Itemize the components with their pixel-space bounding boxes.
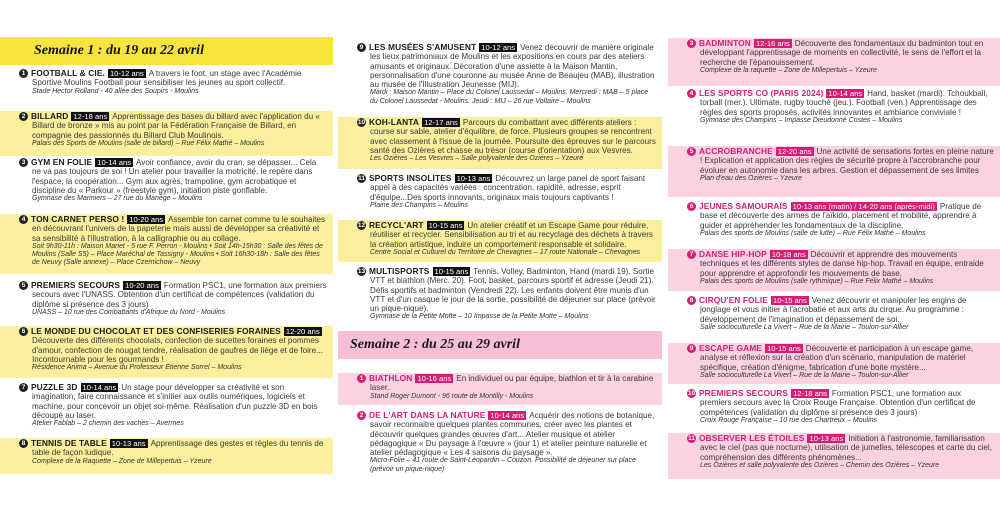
activity-title: BIATHLON [369, 373, 413, 383]
activity-place: Salle socioculturelle La Vivert – Rue de la Mairie – Toulon-sur-Allier [700, 371, 909, 379]
activity-place: Plaine des Champins – Moulins [370, 201, 469, 209]
activity-place: Les Ozières et salle polyvalente des Ozières – Chemin des Ozières – Yzeure [700, 461, 940, 469]
activity-title: PREMIERS SECOURS [31, 280, 121, 290]
activity-gym[interactable] [0, 157, 333, 210]
age-badge: 12-20 ans [777, 147, 812, 156]
age-badge: 10-13 ans [111, 439, 146, 448]
activity-sports-insolites[interactable] [338, 173, 662, 214]
age-badge: 10-20 ans [125, 281, 159, 290]
activity-accrobranche[interactable] [668, 146, 1000, 197]
age-badge: 10-14 ans [828, 89, 863, 98]
activity-premiers-secours[interactable] [0, 280, 333, 320]
activity-place: Salle socioculturelle La Vivert – Rue de la Mairie – Toulon-sur-Allier [700, 323, 909, 331]
activity-place: Plan d'eau des Ozières – Yzeure [700, 174, 802, 182]
activity-title: SPORTS INSOLITES [369, 173, 452, 183]
activity-title: OBSERVER LES ÉTOILES [699, 433, 805, 443]
activity-desc: Découvrir et apprendre des mouvements techniques et les différents styles de danse hip-hop. Travail en équipe, entraide pour apprendre et approfondir les mouvements de base. [700, 250, 984, 278]
column-middle [338, 0, 662, 517]
activity-title: DANSE HIP-HOP [699, 249, 767, 259]
activity-football[interactable] [0, 68, 333, 99]
activity-desc: Découverte des différents chocolats, confection de sucettes foraines et pommes d'amour, confection de nougat tendre, réalisation de gaufres de liège et de foire... Incontournable pour les gourmands ! [32, 336, 323, 364]
age-badge: 12-20 ans [285, 327, 320, 336]
activity-desc: Venez découvrir et manipuler les engins de jonglage et vous initier à l'acrobatie et aux arts du cirque. Au programme : développement de l'imagination et dépassement de soi. [700, 296, 967, 324]
activity-desc: Initiation à l'astronomie, familiarisation avec le ciel (pas que nocturne), utilisation de jumelles, télescopes et carte du ciel, compréhension des différents phénomènes... [700, 434, 992, 462]
activity-number: 3 [19, 158, 28, 167]
activity-place: Micro-Folie – 41 route de Saint-Léopardin – Couzon. Possibilité de déjeuner sur place (prévoir un pique-nique) [370, 457, 636, 473]
activity-number: 1 [19, 69, 28, 78]
activity-etoiles[interactable] [668, 433, 1000, 479]
activity-number: 13 [357, 268, 366, 275]
activity-title: BILLARD [31, 111, 69, 121]
activity-sports-co[interactable] [668, 88, 1000, 140]
activity-hip-hop[interactable] [668, 249, 1000, 291]
age-badge: 10-13 ans [456, 174, 491, 183]
age-badge: 10-13 ans [809, 434, 844, 443]
activity-place: Soit 9h30-11h : Maison Mariet - 5 rue F. Perron - Moulins • Soit 14h-15h30 : Salle des fêtes de Moulins (Salle S5) – Place Maréchal de Tassigny - Moulins • Soit 16h30-18h : Salle des fêtes de Neuvy (Salle annexe) – Place Czernichow – Neuvy [32, 242, 323, 267]
activity-number: 6 [19, 327, 28, 336]
activity-desc: Avoir confiance, avoir du cran, se dépasser... Cela ne va pas toujours de soi ! Un atelier pour travailler la motricité, le repère dans l'espace, la coopération... Gym aux agrès, trampoline, gym acrobatique et discipline du « Parkour » (freestyle gym), initiation piste gonflable. [32, 158, 317, 195]
age-badge: 10-15 ans [428, 221, 463, 230]
activity-title: JEUNES SAMOURAÏS [699, 201, 788, 211]
activity-title: RECYCL'ART [369, 220, 424, 230]
activity-place: Palais des sports de Moulins (salle rythmique) – Rue Félix Mathé – Moulins [700, 277, 934, 285]
activity-place: Stand Roger Dumont - 96 route de Montilly - Moulins [370, 392, 534, 400]
activity-multisports[interactable] [338, 266, 662, 326]
activity-desc: Une activité de sensations fortes en pleine nature ! Explication et application des règles de sécurité propre à l'accrobranche pour évoluer en autonomie dans les arbres. Gestion et dépassement de ses limites [700, 147, 994, 175]
age-badge: 12-17 ans [424, 118, 458, 127]
activity-place: Palais des sports de Moulins (salle de lutte) – Rue Félix Mathé – Moulins [700, 229, 926, 237]
activity-badminton[interactable] [668, 38, 1000, 86]
column-week2 [668, 0, 1000, 517]
activity-place: Atelier Fablab – 2 chemin des vaches – Avermes [32, 420, 184, 428]
activity-desc: Formation PSC1, une formation aux premiers secours avec la Croix Rouge Française. Obtention d'un certificat de compétences (validation du diplôme si présence des 3 jours) [700, 389, 976, 417]
activity-desc: Acquérir des notions de botanique, savoir reconnaitre quelques plantes communes, créer avec les plantes et découvrir quelques grandes œuvres d'art... Atelier musique et atelier pédagogique « Du paysage à l'œuvre » (jour 1) et atelier peinture naturelle et atelier pédagogique « Les 4 saisons du paysage ». [370, 411, 655, 458]
activity-place: Complexe de la raquette – Zone de Millepertuis – Yzeure [700, 66, 877, 74]
activity-musees[interactable] [338, 42, 662, 116]
activity-title: GYM EN FOLIE [31, 157, 93, 167]
activity-desc: Hand, basket (mardi). Tchoukball, torball (mer.). Ultimate, rugby touché (jeu.). Football (ven.) Apprentissage des règles des sports proposés, activités innovantes et ambiance conviviale ! [700, 89, 988, 117]
activity-desc: Tennis, Volley, Badminton, Hand (mardi 19). Sortie VTT et biathlon (Merc. 20). Foot, basket, parcours sportif et adresse (Jeudi 21). Défis sportifs et badminton (Vendredi 22). Les enfants doivent être munis d'un VTT et d'un casque le jour de la sortie, possibilité de déjeuner sur place (prévoir un pique-nique). [370, 267, 656, 314]
activity-desc: Assemble ton carnet comme tu le souhaites en découvrant l'univers de la papeterie mais aussi de développer sa créativité et sa sensibilité à l'illustration, à la calligraphie ou au collage. [32, 215, 326, 243]
activity-place: Croix Rouge Française – 10 rue des Chartreux – Moulins [700, 416, 878, 424]
activity-title: ACCROBRANCHE [699, 146, 773, 156]
activity-title: PREMIERS SECOURS [699, 388, 789, 398]
activity-place: Complexe de la Raquette – Zone de Millepertuis – Yzeure [32, 457, 212, 465]
activity-place: Les Ozières – Les Vesvres – Salle polyvalente des Ozières – Yzeure [370, 155, 584, 163]
activity-number: 9 [687, 344, 696, 353]
activity-desc: Un stage pour développer sa créativité et son imagination, faire connaissance et s'initier aux outils numériques, logiciels et machine, pour concevoir un objet soi-même. Réalisation d'un puzzle 3D en bois découpé au laser. [32, 383, 318, 420]
activity-desc: En individuel ou par équipe, biathlon et tir à la carabine laser. [370, 374, 654, 393]
activity-number: 7 [19, 383, 28, 392]
activity-place: Résidence Anima – Avenue du Professeur Etienne Sorrel – Moulins [32, 364, 242, 372]
age-badge: 12-16 ans [755, 39, 790, 48]
activity-desc: Découverte des fondamentaux du badminton tout en développant l'apprentissage de moments en collectivité, le sens de l'effort et la recherche de l'épanouissement. [700, 39, 984, 67]
age-badge: 10-14 ans [82, 383, 117, 392]
activity-number: 6 [687, 202, 696, 211]
age-badge: 10-12 ans [109, 69, 144, 78]
activity-place: Palais des Sports de Moulins (salle de billard) – Rue Félix Mathé – Moulins [32, 139, 265, 147]
activity-title: DE L'ART DANS LA NATURE [369, 410, 486, 420]
activity-billard[interactable] [0, 111, 333, 156]
activity-cirque[interactable] [668, 295, 1000, 339]
age-badge: 10-12 ans [481, 43, 516, 52]
activity-number: 5 [19, 281, 28, 290]
activity-chocolat[interactable] [0, 326, 333, 378]
activity-escape-game[interactable] [668, 343, 1000, 384]
activity-number: 4 [687, 89, 696, 98]
activity-number: 10 [687, 390, 696, 397]
age-badge: 10-15 ans [767, 344, 801, 353]
activity-biathlon[interactable] [338, 373, 662, 405]
activity-art-nature[interactable] [338, 410, 662, 513]
activity-number: 11 [358, 175, 365, 182]
activity-title: PUZZLE 3D [31, 382, 78, 392]
activity-number: 8 [687, 296, 696, 305]
activity-desc: Découvrez un large panel de sport faisant appel à des capacités variées : concentration, rapidité, adresse, esprit d'équipe...Des sports innovants, originaux mais toujours captivants ! [370, 174, 646, 202]
week2-title: Semaine 2 : du 25 au 29 avril [338, 331, 662, 359]
activity-desc: Découverte et participation à un escape game, analyse et réflexion sur la création d'un scénario, manipulation de matériel spécifique, création d'énigme, fabrication d'une boite mystère... [700, 344, 974, 372]
activity-puzzle[interactable] [0, 382, 333, 434]
activity-title: MULTISPORTS [369, 266, 430, 276]
activity-desc: Parcours du combattant avec différents ateliers : course sur sable, atelier d'équilibre, de force. Plusieurs groupes se rencontrent avec classement à l'issue de la journée. Poursuite des épreuves sur le parcours santé des Ozières et chasse au trésor (course d'orientation) aux Vesvres. [370, 118, 656, 155]
activity-number: 7 [687, 250, 696, 259]
age-badge: 12-18 ans [73, 112, 108, 121]
activity-tennis-table[interactable] [0, 438, 333, 474]
age-badge: 10-18 ans [771, 250, 806, 259]
activity-number: 8 [19, 439, 28, 448]
activity-number: 2 [19, 112, 28, 121]
activity-place: Mardi : Maison Mantin – Place du Colonel Laussedat – Moulins. Mercredi : MAB – 5 place du Colonel Laussedat - Moulins. Jeudi : MIJ – 26 rue Voltaire – Moulins [370, 89, 649, 105]
age-badge: 10-14 ans [490, 411, 525, 420]
activity-desc: Apprentissage des gestes et règles du tennis de table de façon ludique. [32, 439, 324, 458]
age-badge: 10-20 ans [129, 215, 164, 224]
activity-number: 11 [688, 435, 695, 442]
age-badge: 10-15 ans [434, 267, 469, 276]
activity-desc: Venez découvrir de manière originale les lieux patrimoniaux de Moulins et les expositions en cours par des ateliers amusants et originaux. Décoration d'une assiette à la Maison Mantin, personnalisation d'une couronne au musée Anne de Beaujeu (MAB), illustration au musée de l'Illustration Jeunesse (MIJ). [370, 43, 655, 90]
activity-number: 9 [357, 43, 366, 52]
activity-desc: Apprentissage des bases du billard avec l'application du « Billard de bronze » mis au point par la Fédération Française de Billard, en compagnie des passionnés du Billard Club Moulinois. [32, 112, 320, 140]
activity-title: KOH-LANTA [369, 117, 420, 127]
activity-place: Gymnase de la Petite Motte – 10 Impasse de la Petite Motte – Moulins [370, 313, 589, 321]
activity-title: TENNIS DE TABLE [31, 438, 107, 448]
age-badge: 10-13 ans (matin) / 14-20 ans (après-midi) [792, 202, 935, 211]
activity-number: 4 [19, 215, 28, 224]
activity-title: BADMINTON [699, 38, 751, 48]
activity-carnet[interactable] [0, 214, 333, 274]
activity-title: LES MUSÉES S'AMUSENT [369, 42, 477, 52]
activity-place: Stade Hector Rolland - 40 allée des Soupirs - Moulins [32, 87, 199, 95]
age-badge: 10-15 ans [773, 296, 807, 305]
activity-title: ESCAPE GAME [699, 343, 762, 353]
activity-number: 1 [357, 374, 366, 383]
activity-number: 10 [357, 119, 366, 126]
activity-title: FOOTBALL & CIE. [31, 68, 105, 78]
activity-place: Gymnase des Mariniers – 27 rue du Manège – Moulins [32, 195, 203, 203]
column-week1 [0, 0, 333, 517]
age-badge: 10-14 ans [97, 158, 132, 167]
activity-place: UNASS – 10 rue des Combattants d'Afrique du Nord - Moulins [32, 308, 226, 316]
activity-desc: Un atelier créatif et un Escape Game pour réduire, réutiliser et recycler. Sensibilisation au tri et au recyclage des déchets à travers la création artistique, induire un comportement responsable et solidaire. [370, 221, 653, 249]
activity-title: LES SPORTS CO (PARIS 2024) [699, 88, 824, 98]
activity-number: 12 [357, 222, 366, 229]
activity-title: CIRQU'EN FOLIE [699, 295, 768, 305]
activity-number: 5 [687, 147, 696, 156]
activity-recyclart[interactable] [338, 220, 662, 262]
activity-desc: Formation PSC1, une formation aux premiers secours avec l'UNASS. Obtention d'un certificat de compétences (validation du diplôme si présence des 3 jours) [32, 281, 327, 309]
week1-title: Semaine 1 : du 19 au 22 avril [0, 37, 333, 65]
activity-koh-lanta[interactable] [338, 117, 662, 169]
activity-desc: A travers le foot, un stage avec l'Académie Sportive Moulins Football pour sensibiliser les jeunes au sport collectif. [32, 69, 302, 88]
age-badge: 12-18 ans [793, 389, 827, 398]
age-badge: 10-16 ans [417, 374, 452, 383]
activity-title: TON CARNET PERSO ! [31, 214, 125, 224]
activity-title: LE MONDE DU CHOCOLAT ET DES CONFISERIES FORAINES [31, 326, 281, 336]
activity-place: Gymnase des Champins – Impasse Dieudonné Costes – Moulins [700, 116, 903, 124]
activity-premiers-secours-2[interactable] [668, 388, 1000, 429]
activity-samourais[interactable] [668, 201, 1000, 245]
activity-number: 3 [687, 39, 696, 48]
activity-number: 2 [357, 411, 366, 420]
activity-desc: Pratique de base et découverte des armes de l'aïkido, placement et mobilité, apprendre à guider et appréhender les fondamentaux de la discipline. [700, 202, 982, 230]
activity-place: Centre Social et Culturel du Territoire de Chevagnes – 17 route Nationale – Chevagnes [370, 248, 641, 256]
